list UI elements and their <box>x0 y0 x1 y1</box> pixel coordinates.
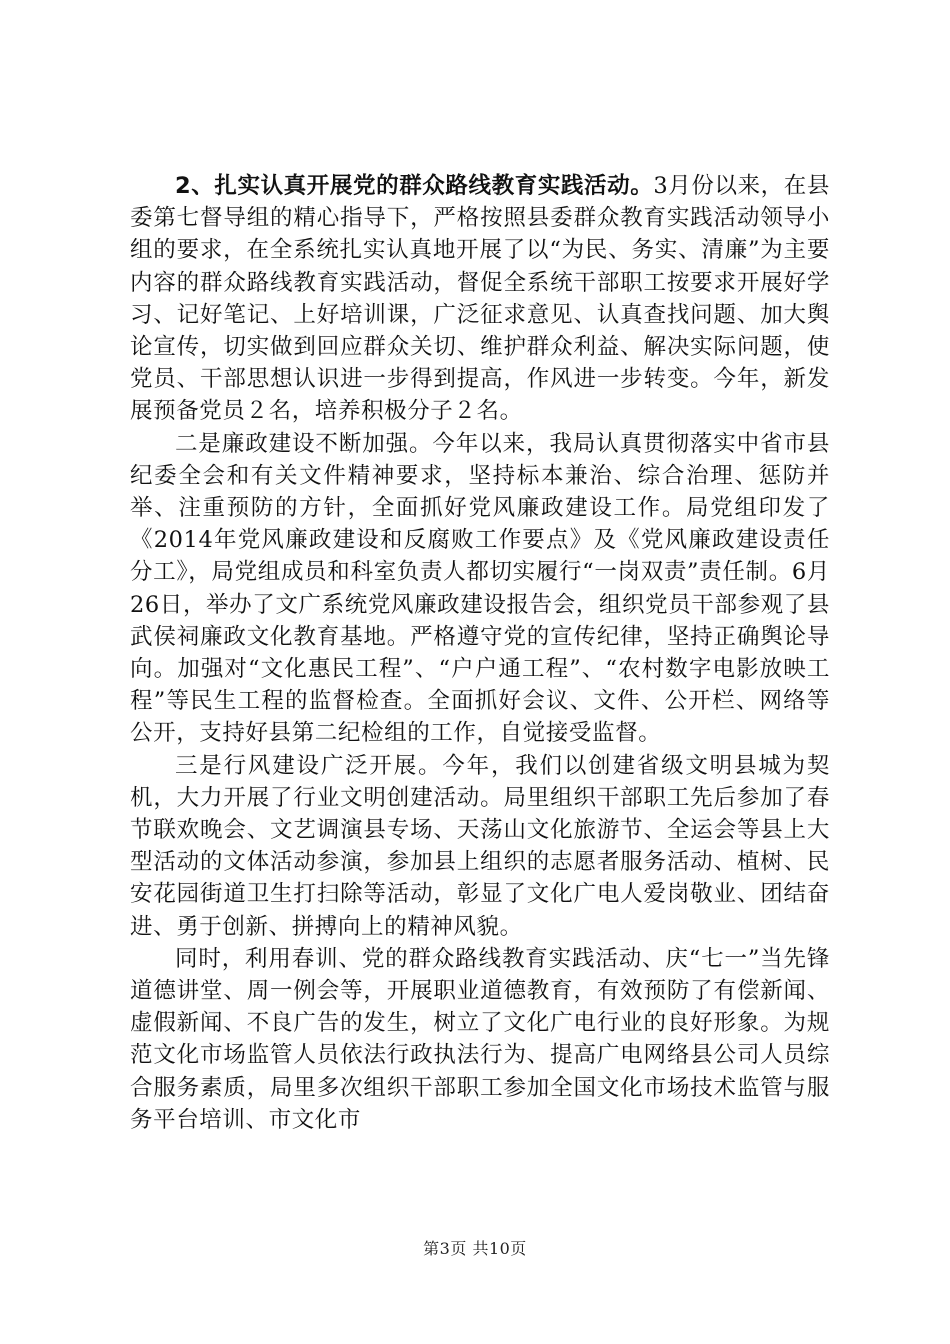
paragraph-mass-line-campaign <box>130 170 830 428</box>
paragraph-text: 同时，利用春训、党的群众路线教育实践活动、庆“七一”当先锋道德讲堂、周一例会等，开展职业道德教育，有效预防了有偿新闻、虚假新闻、不良广告的发生，树立了文化广电行业的良好形象。为规范文化市场监管人员依法行政执法行为、提高广电网络县公司人员综合服务素质，局里多次组织干部职工参加全国文化市场技术监管与服务平台培训、市文化市 <box>130 945 830 1133</box>
document-body <box>130 170 830 1136</box>
paragraph-industry-conduct <box>130 750 830 943</box>
paragraph-text: 三是行风建设广泛开展。今年，我们以创建省级文明县城为契机，大力开展了行业文明创建活动。局里组织干部职工先后参加了春节联欢晚会、文艺调演县专场、天荡山文化旅游节、全运会等县上大型活动的文体活动参演，参加县上组织的志愿者服务活动、植树、民安花园街道卫生打扫除等活动，彰显了文化广电人爱岗敬业、团结奋进、勇于创新、拼搏向上的精神风貌。 <box>130 752 830 940</box>
page-number-footer: 第3页 共10页 <box>423 1239 527 1258</box>
paragraph-text: 二是廉政建设不断加强。今年以来，我局认真贯彻落实中省市县纪委全会和有关文件精神要求，坚持标本兼治、综合治理、惩防并举、注重预防的方针，全面抓好党风廉政建设工作。局党组印发了《2014年党风廉政建设和反腐败工作要点》及《党风廉政建设责任分工》，局党组成员和科室负责人都切实履行“一岗双责”责任制。6月26日，举办了文广系统党风廉政建设报告会，组织党员干部参观了县武侯祠廉政文化教育基地。严格遵守党的宣传纪律，坚持正确舆论导向。加强对“文化惠民工程”、“户户通工程”、“农村数字电影放映工程”等民生工程的监督检查。全面抓好会议、文件、公开栏、网络等公开，支持好县第二纪检组的工作，自觉接受监督。 <box>130 430 830 747</box>
paragraph-clean-government <box>130 428 830 750</box>
paragraph-text: 3月份以来，在县委第七督导组的精心指导下，严格按照县委群众教育实践活动领导小组的要求，在全系统扎实认真地开展了以“为民、务实、清廉”为主要内容的群众路线教育实践活动，督促全系统干部职工按要求开展好学习、记好笔记、上好培训课，广泛征求意见、认真查找问题、加大舆论宣传，切实做到回应群众关切、维护群众利益、解决实际问题，使党员、干部思想认识进一步得到提高，作风进一步转变。今年，新发展预备党员２名，培养积极分子２名。 <box>130 173 830 425</box>
paragraph-heading: 2、扎实认真开展党的群众路线教育实践活动。 <box>175 173 654 199</box>
paragraph-ethics-education <box>130 943 830 1136</box>
